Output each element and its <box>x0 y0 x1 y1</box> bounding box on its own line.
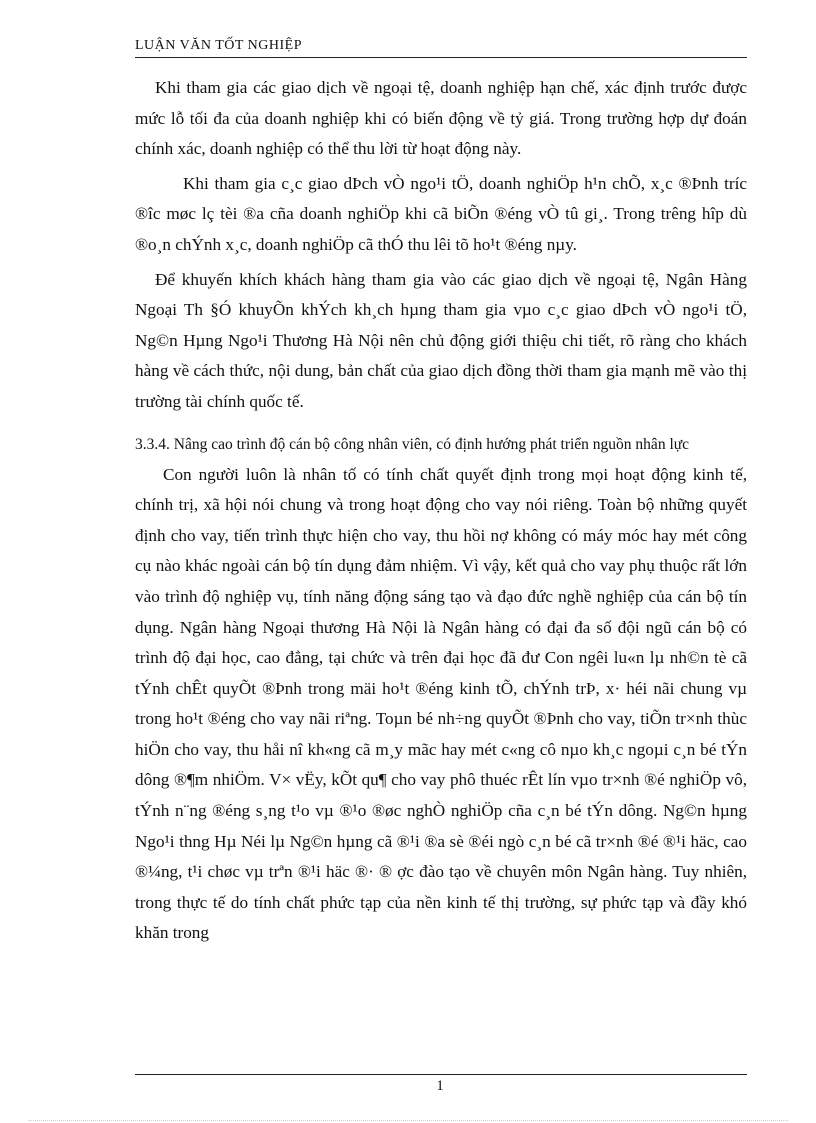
footer-divider <box>135 1074 747 1075</box>
running-header: LUẬN VĂN TỐT NGHIỆP <box>135 38 302 53</box>
page-number: 1 <box>436 1078 444 1094</box>
paragraph-3: Để khuyến khích khách hàng tham gia vào các giao dịch về ngoại tệ, Ngân Hàng Ngoại Th §Ó khuyÕn khÝch kh¸ch hµng tham gia vµo c¸c giao dÞch vÒ ngo¹i tÖ, Ng©n Hµng Ngo¹i Thương Hà Nội nên chủ động giới thiệu chi tiết, rõ ràng cho khách hàng về cách thức, nội dung, bản chất của giao dịch đồng thời tham gia mạnh mẽ vào thị trường tài chính quốc tế. <box>135 269 747 411</box>
page-edge-dots <box>28 1120 788 1121</box>
document-body <box>135 73 747 949</box>
section-heading: 3.3.4. Nâng cao trình độ cán bộ công nhân viên, có định hướng phát triển nguồn nhân lực <box>135 435 690 453</box>
section-paragraph: Con người luôn là nhân tố có tính chất quyết định trong mọi hoạt động kinh tế, chính trị, xã hội nói chung và trong hoạt động cho vay nói riêng. Toàn bộ những quyết định cho vay, tiến trình thực hiện cho vay, thu hồi nợ không có máy móc hay mét công cụ nào khác ngoài cán bộ tín dụng đảm nhiệm. Vì vậy, kết quả cho vay phụ thuộc rất lớn vào trình độ nghiệp vụ, tính năng động sáng tạo và đạo đức nghề nghiệp của cán bộ tín dụng. Ngân hàng Ngoại thương Hà Nội là Ngân hàng có đại đa số đội ngũ cán bộ có trình độ đại học, cao đẳng, tại chức và trên đại học đã đư Con ngêi lu«n lµ nh©n tè cã tÝnh chÊt quyÕt ®Þnh trong mäi ho¹t ®éng kinh tÕ, chÝnh trÞ, x· héi nãi chung vµ trong ho¹t ®éng cho vay nãi riªng. Toµn bé nh÷ng quyÕt ®Þnh cho vay, tiÕn tr×nh thùc hiÖn cho vay, thu håi nî kh«ng cã m¸y mãc hay mét c«ng cô nµo kh¸c ngoµi c¸n bé tÝn dông ®¶m nhiÖm. V× vËy, kÕt qu¶ cho vay phô thuéc rÊt lín vµo tr×nh ®é nghiÖp vô, tÝnh n¨ng ®éng s¸ng t¹o vµ ®¹o ®øc nghÒ nghiÖp cña c¸n bé tÝn dông. Ng©n hµng Ngo¹i thng Hµ Néi lµ Ng©n hµng cã ®¹i ®a sè ®éi ngò c¸n bé cã tr×nh ®é ®¹i häc, cao ®¼ng, t¹i chøc vµ trªn ®¹i häc ®· ® ợc đào tạo về chuyên môn Ngân hàng. Tuy nhiên, trong thực tế do tính chất phức tạp của nền kinh tế thị trường, sự phức tạp và đầy khó khăn trong <box>135 464 747 943</box>
header-divider <box>135 57 747 58</box>
paragraph-1: Khi tham gia các giao dịch về ngoại tệ, doanh nghiệp hạn chế, xác định trước được mức lỗ tối đa của doanh nghiệp khi có biến động về tỷ giá. Trong trường hợp dự đoán chính xác, doanh nghiệp có thể thu lời từ hoạt động này. <box>135 78 747 159</box>
paragraph-2: Khi tham gia c¸c giao dÞch vÒ ngo¹i tÖ, doanh nghiÖp h¹n chÕ, x¸c ®Þnh tríc ®îc møc lç tèi ®a cña doanh nghiÖp khi cã biÕn ®éng vÒ tû gi¸. Trong trêng hîp dù ®o¸n chÝnh x¸c, doanh nghiÖp cã thÓ thu lêi tõ ho¹t ®éng nµy. <box>135 173 747 254</box>
